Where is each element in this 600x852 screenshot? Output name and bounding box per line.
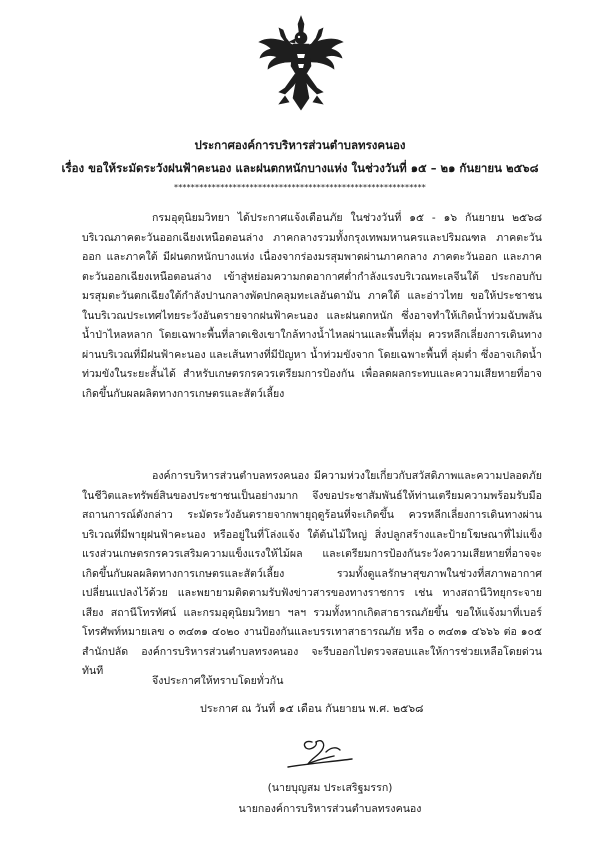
- closing-statement: จึงประกาศให้ทราบโดยทั่วกัน: [152, 675, 284, 687]
- handwritten-signature: [282, 734, 362, 776]
- body-paragraph-1: กรมอุตุนิยมวิทยา ได้ประกาศแจ้งเตือนภัย ในช่วงวันที่ ๑๕ - ๑๖ กันยายน ๒๕๖๘ บริเวณภาคตะวันออกเฉียงเหนือตอนล่าง ภาคกลางรวมทั้งกรุงเทพมหานครและปริมณฑล ภาคตะวันออก และภาคใต้ มีฝนตกหนักบางแห่ง เนื่องจากร่องมรสุมพาดผ่านภาคกลาง ภาคตะวันออก และภาคตะวันออกเฉียงเหนือตอนล่าง เข้าสู่หย่อมความกดอากาศต่ำกำลังแรงบริเวณทะเลจีนใต้ ประกอบกับมรสุมตะวันตกเฉียงใต้กำลังปานกลางพัดปกคลุมทะเลอันดามัน ภาคใต้ และอ่าวไทย ขอให้ประชาชนในบริเวณประเทศไทยระวังอันตรายจากฝนฟ้าคะนอง และฝนตกหนัก ซึ่งอาจทำให้เกิดน้ำท่วมฉับพลัน น้ำป่าไหลหลาก โดยเฉพาะพื้นที่ลาดเชิงเขาใกล้ทางน้ำไหลผ่านและพื้นที่ลุ่ม ควรหลีกเลี่ยงการเดินทางผ่านบริเวณที่มีฝนฟ้าคะนอง และเส้นทางที่มีปัญหา น้ำท่วมขังจาก โดยเฉพาะพื้นที่ ลุ่มต่ำ ซึ่งอาจเกิดน้ำท่วมขังในระยะสั้นได้ สำหรับเกษตรกรควรเตรียมการป้องกัน เพื่อลดผลกระทบและความเสียหายที่อาจเกิดขึ้นกับผลผลิตทางการเกษตรและสัตว์เลี้ยง: [82, 212, 542, 400]
- signer-title: นายกองค์การบริหารส่วนตำบลทรงคนอง: [238, 803, 422, 815]
- announcement-subject: เรื่อง ขอให้ระมัดระวังฝนฟ้าคะนอง และฝนตกหนักบางแห่ง ในช่วงวันที่ ๑๕ – ๒๑ กันยายน ๒๕๖๘: [61, 161, 539, 175]
- signer-name: (นายบุญสม ประเสริฐมรรก): [267, 782, 393, 794]
- announcement-title: ประกาศองค์การบริหารส่วนตำบลทรงคนอง: [194, 138, 406, 152]
- garuda-emblem-icon: [255, 14, 347, 112]
- separator-stars: ************************************************************: [174, 183, 426, 192]
- body-paragraph-2: องค์การบริหารส่วนตำบลทรงคนอง มีความห่วงใยเกี่ยวกับสวัสดิภาพและความปลอดภัยในชีวิตและทรัพย์สินของประชาชนเป็นอย่างมาก จึงขอประชาสัมพันธ์ให้ท่านเตรียมความพร้อมรับมือสถานการณ์ดังกล่าว ระมัดระวังอันตรายจากพายุฤดูร้อนที่จะเกิดขึ้น ควรหลีกเลี่ยงการเดินทางผ่านบริเวณที่มีพายุฝนฟ้าคะนอง หรืออยู่ในที่โล่งแจ้ง ใต้ต้นไม้ใหญ่ สิ่งปลูกสร้างและป้ายโฆษณาที่ไม่แข็งแรงส่วนเกษตรกรควรเสริมความแข็งแรงให้ไม้ผล และเตรียมการป้องกันระวังความเสียหายที่อาจจะเกิดขึ้นกับผลผลิตทางการเกษตรและสัตว์เลี้ยง รวมทั้งดูแลรักษาสุขภาพในช่วงที่สภาพอากาศเปลี่ยนแปลงไว้ด้วย และพยายามติดตามรับฟังข่าวสารของทางราชการ เช่น ทางสถานีวิทยุกระจายเสียง สถานีโทรทัศน์ และกรมอุตุนิยมวิทยา ฯลฯ รวมทั้งหากเกิดสาธารณภัยขึ้น ขอให้แจ้งมาที่เบอร์โทรศัพท์หมายเลข ๐ ๓๔๓๑ ๔๐๒๐ งานป้องกันและบรรเทาสาธารณภัย หรือ ๐ ๓๔๓๑ ๔๖๖๖ ต่อ ๑๐๕ สำนักปลัด องค์การบริหารส่วนตำบลทรงคนอง จะรีบออกไปตรวจสอบและให้การช่วยเหลือโดยด่วนทันที: [82, 470, 542, 677]
- announcement-date: ประกาศ ณ วันที่ ๑๕ เดือน กันยายน พ.ศ. ๒๕๖๘: [200, 702, 424, 715]
